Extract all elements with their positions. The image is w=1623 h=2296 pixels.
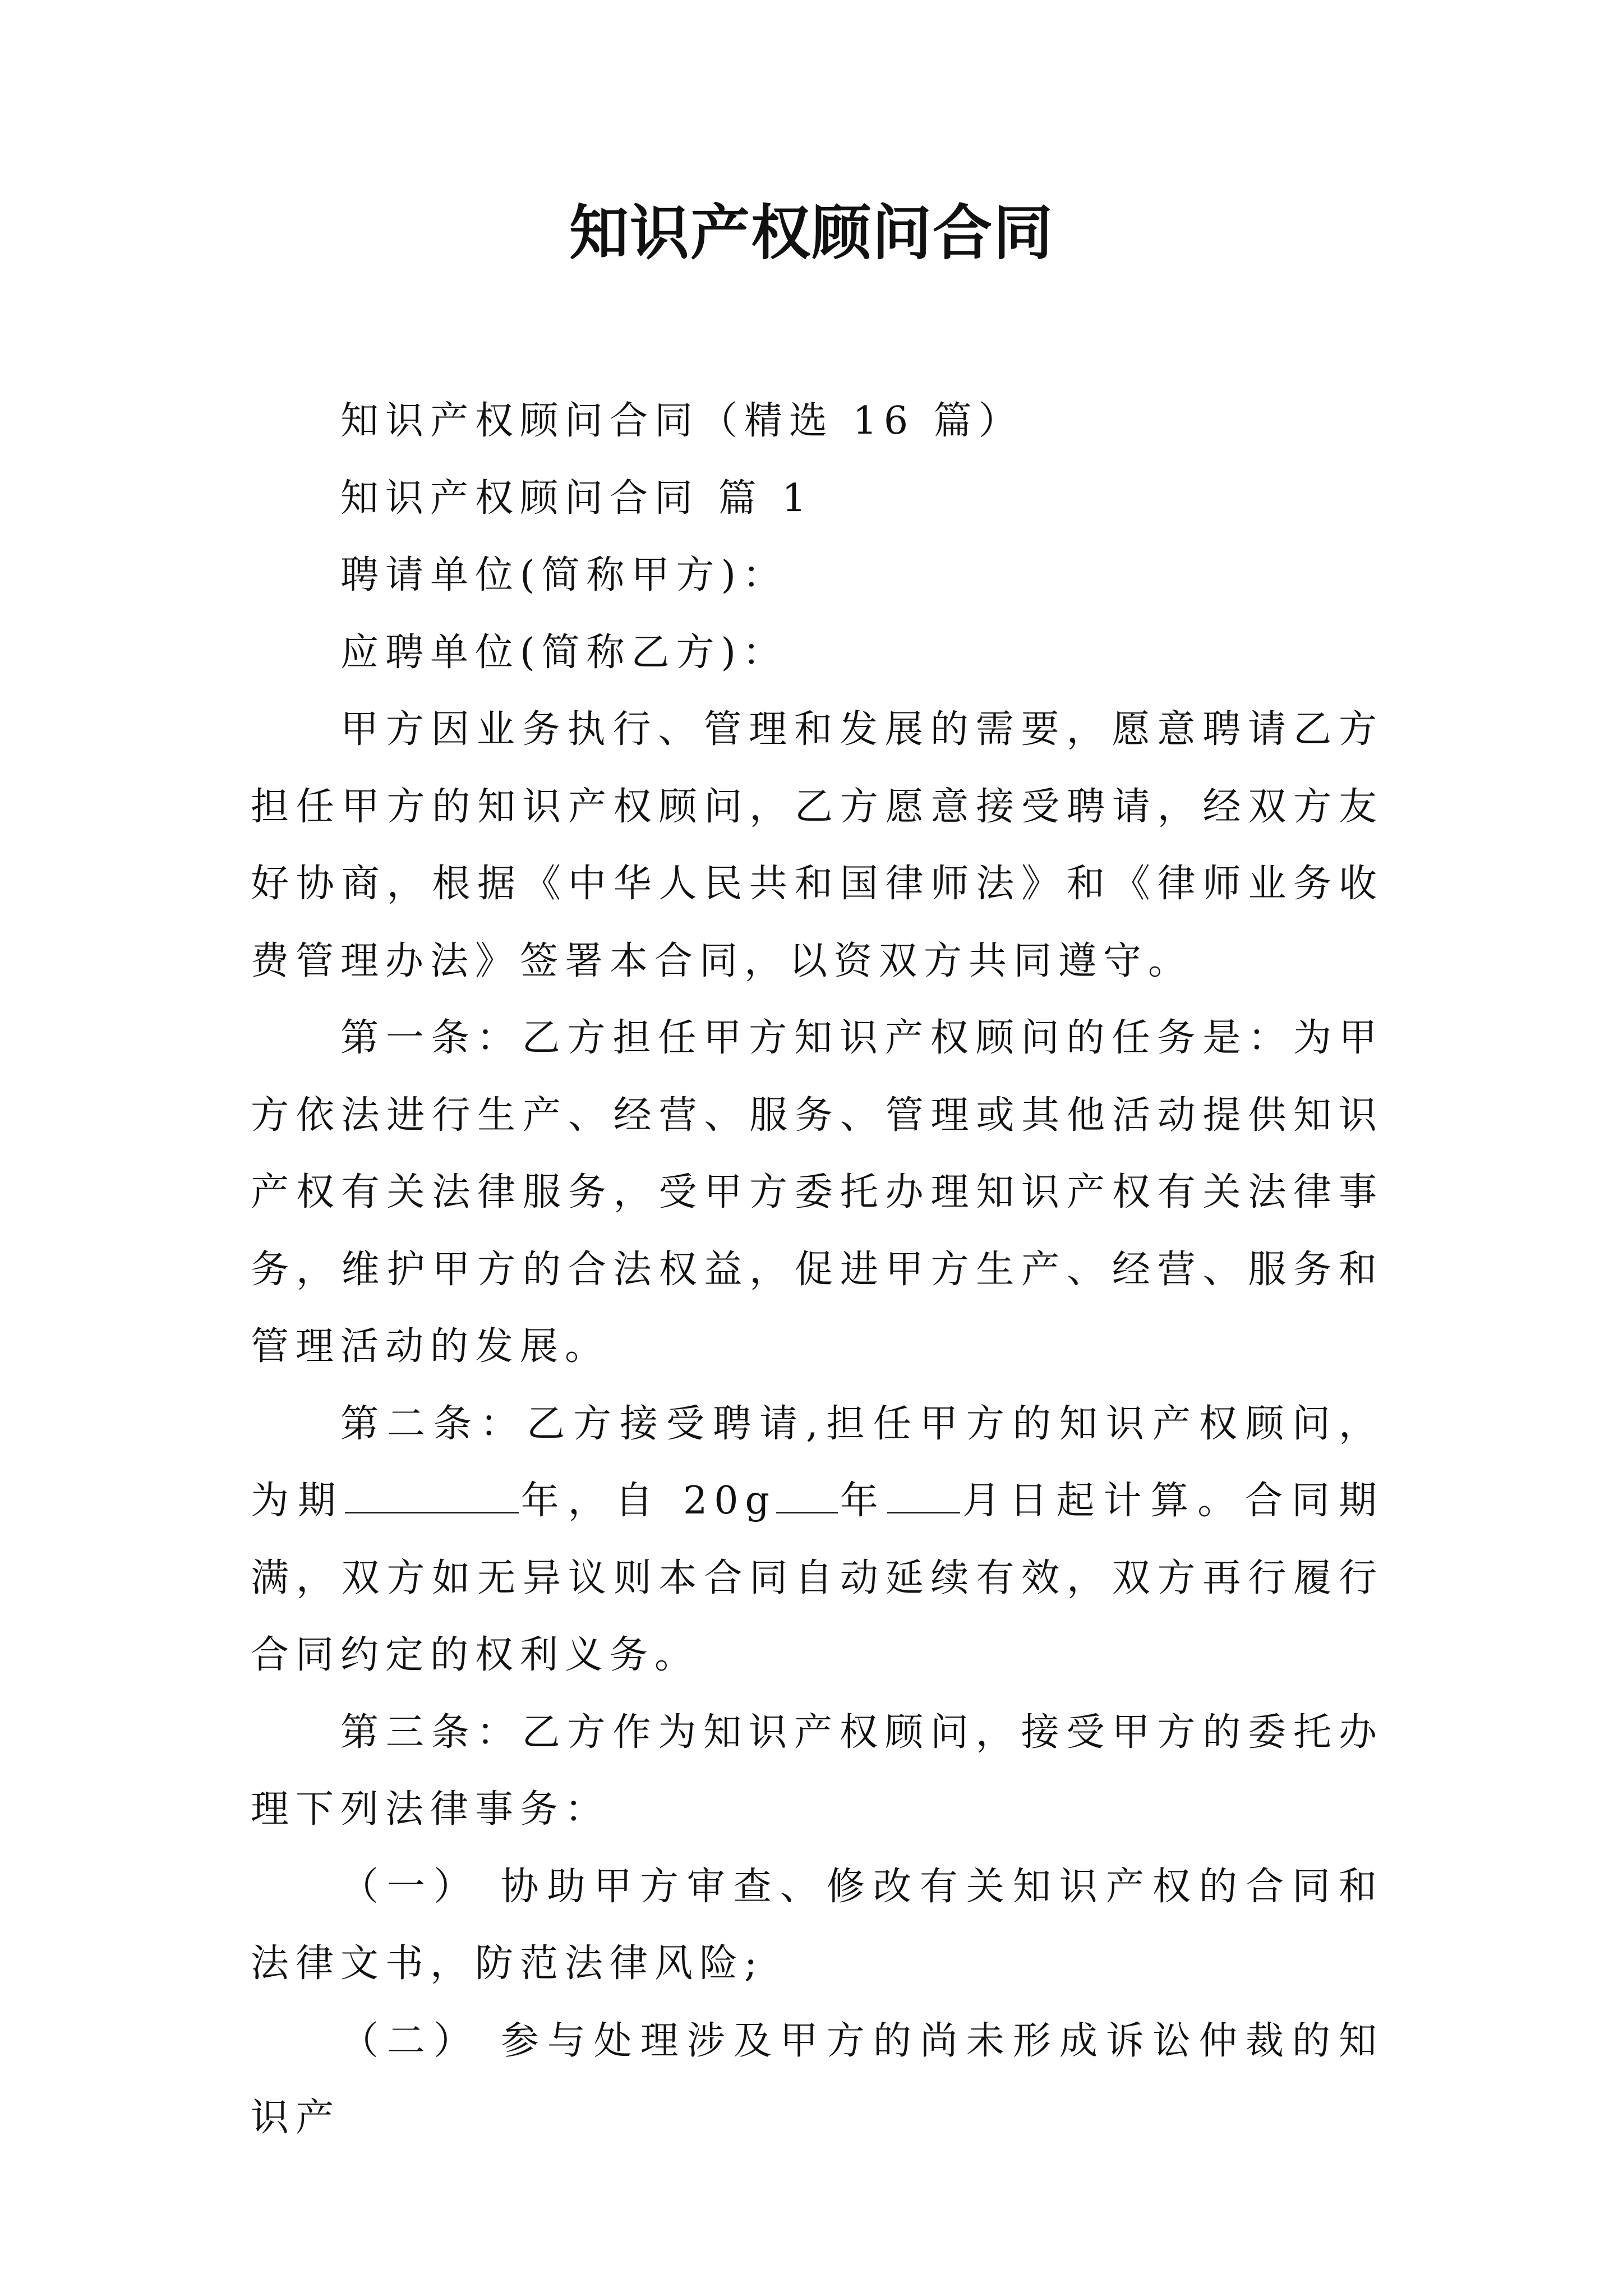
article-2-text-4: 月日起计算。合同期满，双方如无异议则本合同自动延续有效，双方再行履行合同约定的权利义务。 — [251, 1479, 1384, 1677]
item-2-paragraph: （二） 参与处理涉及甲方的尚未形成诉讼仲裁的知识产 — [251, 2018, 1384, 2140]
article-2-text-3: 年 — [838, 1479, 887, 1523]
article-1-paragraph: 第一条：乙方担任甲方知识产权顾问的任务是：为甲方依法进行生产、经营、服务、管理或其他活动提供知识产权有关法律服务，受甲方委托办理知识产权有关法律事务，维护甲方的合法权益，促进甲方生产、经营、服务和管理活动的发展。 — [251, 1016, 1384, 1369]
document-title: 知识产权顾问合同 — [569, 197, 1054, 268]
article-2-paragraph — [251, 1386, 1384, 1694]
article-3-paragraph: 第三条：乙方作为知识产权顾问，接受甲方的委托办理下列法律事务： — [251, 1710, 1384, 1832]
preamble-paragraph: 甲方因业务执行、管理和发展的需要，愿意聘请乙方担任甲方的知识产权顾问，乙方愿意接受聘请，经双方友好协商，根据《中华人民共和国律师法》和《律师业务收费管理办法》签署本合同，以资双方共同遵守。 — [251, 707, 1384, 983]
start-month-blank — [887, 1477, 960, 1513]
article-2-text-1: 第二条：乙方接受聘请,担任甲方的知识产权顾问，为期 — [251, 1401, 1384, 1523]
document-body — [251, 383, 1384, 2157]
section-heading: 知识产权顾问合同 篇 1 — [340, 476, 813, 521]
party-b-line: 应聘单位(简称乙方)： — [340, 630, 788, 675]
document-subtitle: 知识产权顾问合同（精选 16 篇） — [340, 399, 1023, 443]
party-a-line: 聘请单位(简称甲方)： — [340, 553, 788, 597]
start-year-blank — [776, 1477, 838, 1513]
term-years-blank — [345, 1477, 519, 1513]
item-1-paragraph: （一） 协助甲方审查、修改有关知识产权的合同和法律文书，防范法律风险; — [251, 1864, 1384, 1986]
article-2-text-2: 年，自 20g — [518, 1479, 777, 1523]
